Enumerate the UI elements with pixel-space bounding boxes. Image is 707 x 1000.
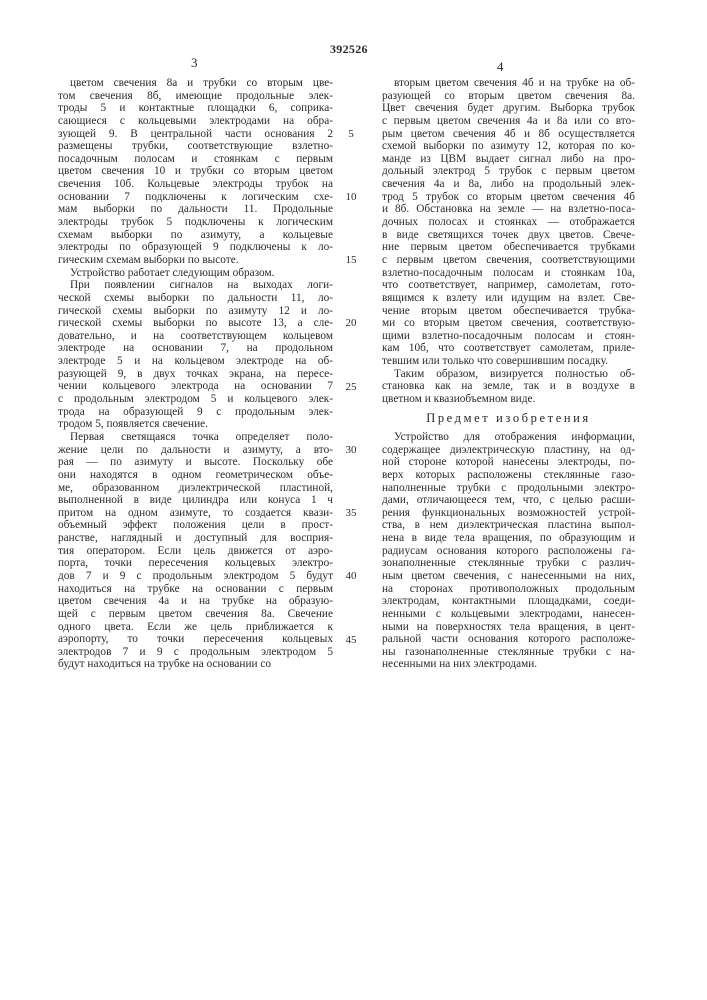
- text-line: цветом свечения 4а и на трубке на образую-: [58, 595, 333, 608]
- text-line: электроде 5 и на кольцевом электроде на об-: [58, 355, 333, 368]
- line-number: 20: [343, 317, 359, 330]
- text-line: гической схемы выборки по высоте 13, а сле-: [58, 317, 333, 330]
- text-line: схемам выборки по азимуту, а кольцевые: [58, 229, 333, 242]
- text-line: наполненные трубки с продольными электро-: [382, 482, 635, 495]
- text-line: тродом 5, появляется свечение.: [58, 418, 333, 431]
- text-line: с первым цветом свечения, соответствующими: [382, 254, 635, 267]
- text-line: гическим схемам выборки по высоте.: [58, 254, 333, 267]
- text-line: радиусам основания которого расположены га-: [382, 545, 635, 558]
- text-line: гической схемы выборки по азимуту 12 и ло-: [58, 305, 333, 318]
- text-line: жение цели по дальности и азимуту, а вто-: [58, 444, 333, 457]
- text-line: порта, точки пересечения кольцевых электро-: [58, 557, 333, 570]
- text-line: вящимся к взлету или идущим на взлет. Све-: [382, 292, 635, 305]
- text-line: ческой схемы выборки по дальности 11, ло-: [58, 292, 333, 305]
- text-line: мам выборки по дальности 11. Продольные: [58, 203, 333, 216]
- text-line: При появлении сигналов на выходах логи-: [58, 279, 333, 292]
- text-line: щими взлетно-посадочным полосам и стоян-: [382, 330, 635, 343]
- line-number: 30: [343, 444, 359, 457]
- text-line: схемой выборки по азимуту 12, которая по ко-: [382, 140, 635, 153]
- text-line: цветом свечения 8а и трубки со вторым цве-: [58, 77, 333, 90]
- text-line: они находятся в одном геометрическом объе-: [58, 469, 333, 482]
- text-line: несенными на них электродами.: [382, 658, 635, 671]
- page-number-right: 4: [497, 59, 504, 75]
- line-number: 40: [343, 570, 359, 583]
- text-line: разующей со вторым цветом свечения 8а.: [382, 90, 635, 103]
- text-line: в виде светящихся точек двух цветов. Свече-: [382, 229, 635, 242]
- text-line: объемный эффект положения цели в прост-: [58, 519, 333, 532]
- text-line: Таким образом, визируется полностью об-: [382, 368, 635, 381]
- line-number: 5: [343, 128, 359, 141]
- text-line: ным цветом свечения, с нанесенными на них,: [382, 570, 635, 583]
- text-line: электроды по образующей 9 подключены к ло-: [58, 241, 333, 254]
- text-line: ства, в нем диэлектрическая пластина выпол-: [382, 519, 635, 532]
- section-heading-claims: Предмет изобретения: [382, 406, 635, 431]
- text-line: с продольным электродом 5 и кольцевого элек-: [58, 393, 333, 406]
- text-line: зующей 9. В центральной части основания 2: [58, 128, 333, 141]
- line-number: 35: [343, 507, 359, 520]
- text-line: электроды трубок 5 подключены к логическим: [58, 216, 333, 229]
- text-line: чение вторым цветом обеспечивается трубка-: [382, 305, 635, 318]
- text-line: цветом свечения 10 и трубки со вторым цветом: [58, 165, 333, 178]
- text-line: посадочным полосам и стоянкам с первым: [58, 153, 333, 166]
- text-line: разующей 9, в двух точках экрана, на пересе-: [58, 368, 333, 381]
- text-line: кам 10б, что соответствует самолетам, приле-: [382, 342, 635, 355]
- text-line: и 8б. Обстановка на земле — на взлетно-поса-: [382, 203, 635, 216]
- text-line: цветном и квазиобъемном виде.: [382, 393, 635, 406]
- text-line: том свечения 8б, имеющие продольные элек-: [58, 90, 333, 103]
- text-line: манде из ЦВМ выдает сигнал либо на про-: [382, 153, 635, 166]
- text-line: ненными с кольцевыми электродами, нанесен-: [382, 608, 635, 621]
- text-line: вторым цветом свечения 4б и на трубке на об-: [382, 77, 635, 90]
- line-number: 15: [343, 254, 359, 267]
- text-line: рым цветом свечения 4б и 8б осуществляется: [382, 128, 635, 141]
- page-number-left: 3: [191, 55, 198, 71]
- right-text-column: [382, 77, 635, 671]
- document-number: 392526: [330, 42, 368, 57]
- text-line: одного цвета. Если же цель приближается к: [58, 621, 333, 634]
- text-line: ной стороне которой нанесены электроды, по-: [382, 456, 635, 469]
- text-line: дами, отличающееся тем, что, с целью расши-: [382, 494, 635, 507]
- text-line: находиться на трубке на основании с первым: [58, 583, 333, 596]
- text-line: троды 5 и контактные площадки 6, соприка-: [58, 102, 333, 115]
- text-line: тевшим или только что совершившим посадку.: [382, 355, 635, 368]
- text-line: аэропорту, то точки пересечения кольцевых: [58, 633, 333, 646]
- text-line: выполненной в виде цилиндра или конуса 1 ч: [58, 494, 333, 507]
- text-line: Первая светящаяся точка определяет поло-: [58, 431, 333, 444]
- line-number: 25: [343, 381, 359, 394]
- text-line: дов 7 и 9 с продольным электродом 5 будут: [58, 570, 333, 583]
- text-line: тия оператором. Если цель движется от аэро-: [58, 545, 333, 558]
- text-line: размещены трубки, соответствующие взлетно-: [58, 140, 333, 153]
- left-text-column: [58, 77, 333, 671]
- text-line: будут находиться на трубке на основании со: [58, 658, 333, 671]
- text-line: ме, образованном диэлектрической пластиной,: [58, 482, 333, 495]
- text-line: притом на одном азимуте, то создается квази-: [58, 507, 333, 520]
- text-line: Цвет свечения будет другим. Выборка трубок: [382, 102, 635, 115]
- line-number: 45: [343, 634, 359, 647]
- text-line: зонаполненные стеклянные трубки с различ-: [382, 557, 635, 570]
- text-line: основании 7 подключены к логическим схе-: [58, 191, 333, 204]
- text-line: довательно, и на соответствующем кольцевом: [58, 330, 333, 343]
- text-line: ми со вторым цветом свечения, соответствую-: [382, 317, 635, 330]
- text-line: рая — по азимуту и высоте. Поскольку обе: [58, 456, 333, 469]
- text-line: с первым цветом свечения 4а и 8а или со вто-: [382, 115, 635, 128]
- text-line: верх которых расположены стеклянные газо-: [382, 469, 635, 482]
- text-line: ранстве, наглядный и доступный для восприя-: [58, 532, 333, 545]
- text-line: что соответствует, например, самолетам, гото-: [382, 279, 635, 292]
- text-line: содержащее диэлектрическую пластину, на од-: [382, 444, 635, 457]
- text-line: ны газонаполненные стеклянные трубки с на-: [382, 646, 635, 659]
- text-line: электроде на основании 7, на продольном: [58, 342, 333, 355]
- text-line: трод 5 трубок со вторым цветом свечения 4б: [382, 191, 635, 204]
- text-line: становка как на земле, так и в воздухе в: [382, 380, 635, 393]
- text-line: дольный электрод 5 трубок с первым цветом: [382, 165, 635, 178]
- text-line: взлетно-посадочным полосам и стоянкам 10а,: [382, 267, 635, 280]
- text-line: электродам, контактными площадками, соеди-: [382, 595, 635, 608]
- text-line: на сторонах противоположных продольным: [382, 583, 635, 596]
- text-line: нена в виде тела вращения, по образующим и: [382, 532, 635, 545]
- text-line: Устройство работает следующим образом.: [58, 267, 333, 280]
- text-line: трода на образующей 9 с продольным элек-: [58, 406, 333, 419]
- text-line: ральной части основания которого расположе-: [382, 633, 635, 646]
- text-line: электродов 7 и 9 с продольным электродом 5: [58, 646, 333, 659]
- text-line: щей с первым цветом свечения 8а. Свечение: [58, 608, 333, 621]
- text-line: чении кольцевого электрода на основании 7: [58, 380, 333, 393]
- text-line: Устройство для отображения информации,: [382, 431, 635, 444]
- text-line: дочных полосах и стоянках — отображается: [382, 216, 635, 229]
- text-line: ние первым цветом обеспечивается трубками: [382, 241, 635, 254]
- text-line: рения функциональных возможностей устрой-: [382, 507, 635, 520]
- text-line: сающиеся с кольцевыми электродами на обра-: [58, 115, 333, 128]
- text-line: свечения 4а и 8а, либо на продольный элек-: [382, 178, 635, 191]
- text-line: ными на поверхностях тела вращения, в цент-: [382, 621, 635, 634]
- text-line: свечения 10б. Кольцевые электроды трубок на: [58, 178, 333, 191]
- line-number: 10: [343, 191, 359, 204]
